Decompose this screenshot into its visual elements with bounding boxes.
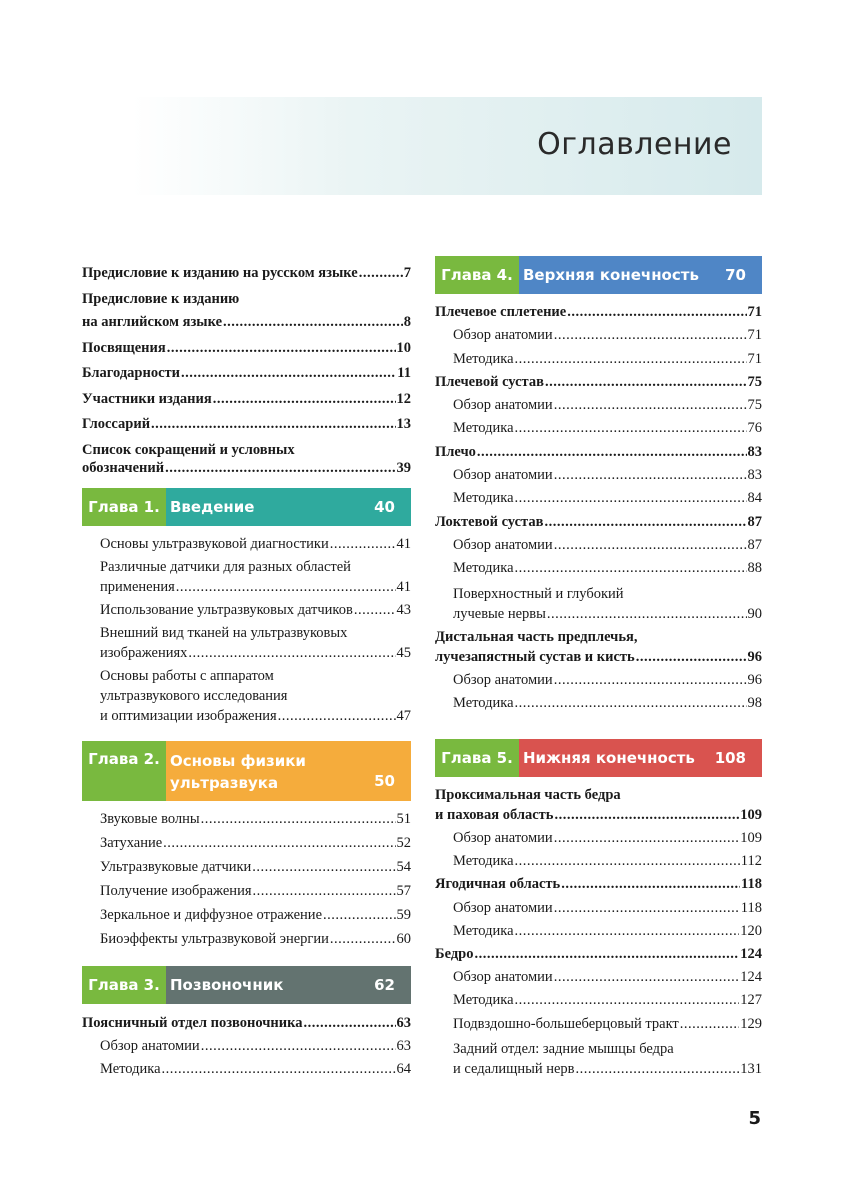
chapter-page: 70 bbox=[725, 266, 746, 284]
toc-entry[interactable]: Локтевой сустав ..... 87 bbox=[435, 511, 762, 534]
chapter-2-items bbox=[82, 807, 411, 951]
toc-entry[interactable]: Использование ультразвуковых датчиков ..... 43 bbox=[100, 600, 411, 620]
chapter-2-header[interactable] bbox=[82, 741, 411, 801]
toc-left-column bbox=[82, 262, 411, 477]
page-title: Оглавление bbox=[537, 127, 732, 162]
chapter-3-header[interactable] bbox=[82, 966, 411, 1004]
chapter-title: Верхняя конечность bbox=[523, 266, 699, 284]
toc-entry[interactable]: Ультразвуковые датчики ..... 54 bbox=[100, 855, 411, 879]
chapter-2 bbox=[82, 741, 411, 951]
toc-entry[interactable]: Дистальная часть предплечья, лучезапястный сустав и кисть ..... 96 bbox=[435, 627, 762, 667]
toc-entry[interactable]: Участники издания ..... 12 bbox=[82, 388, 411, 412]
toc-entry[interactable]: Поверхностный и глубокий лучевые нервы ..... 90 bbox=[435, 584, 762, 624]
chapter-label: Глава 1. bbox=[82, 488, 166, 526]
toc-entry[interactable]: Предисловие к изданию на русском языке ..... 7 bbox=[82, 262, 411, 286]
chapter-page: 40 bbox=[374, 498, 395, 516]
chapter-4 bbox=[435, 256, 762, 715]
chapter-1-header[interactable] bbox=[82, 488, 411, 526]
toc-entry[interactable]: Основы ультразвуковой диагностики ..... 41 bbox=[100, 534, 411, 554]
toc-entry[interactable]: Зеркальное и диффузное отражение ..... 59 bbox=[100, 903, 411, 927]
toc-entry[interactable]: Подвздошно-большеберцовый тракт ..... 129 bbox=[435, 1013, 762, 1036]
toc-entry[interactable]: Методика ..... 127 bbox=[435, 989, 762, 1012]
chapter-1 bbox=[82, 488, 411, 726]
toc-entry[interactable]: Глоссарий ..... 13 bbox=[82, 413, 411, 437]
toc-entry[interactable]: Методика ..... 98 bbox=[435, 692, 762, 715]
toc-entry[interactable]: Биоэффекты ультразвуковой энергии ..... 60 bbox=[100, 927, 411, 951]
toc-entry[interactable]: Обзор анатомии ..... 63 bbox=[82, 1035, 411, 1058]
toc-entry[interactable]: Внешний вид тканей на ультразвуковых изображениях ..... 45 bbox=[100, 623, 411, 663]
toc-entry[interactable]: Обзор анатомии ..... 109 bbox=[435, 827, 762, 850]
page-number: 5 bbox=[748, 1108, 761, 1129]
toc-entry[interactable]: Затухание ..... 52 bbox=[100, 831, 411, 855]
chapter-page: 50 bbox=[374, 772, 395, 790]
toc-entry[interactable]: Методика ..... 84 bbox=[435, 487, 762, 510]
chapter-page: 108 bbox=[714, 749, 746, 767]
chapter-title: Позвоночник bbox=[170, 976, 284, 994]
toc-entry[interactable]: Звуковые волны ..... 51 bbox=[100, 807, 411, 831]
chapter-5-items bbox=[435, 785, 762, 1079]
chapter-label: Глава 3. bbox=[82, 966, 166, 1004]
toc-entry[interactable]: Методика ..... 112 bbox=[435, 850, 762, 873]
chapter-page: 62 bbox=[374, 976, 395, 994]
toc-entry[interactable]: Методика ..... 71 bbox=[435, 348, 762, 371]
toc-entry[interactable]: Плечевое сплетение ..... 71 bbox=[435, 301, 762, 324]
toc-entry[interactable]: Задний отдел: задние мышцы бедра и седалищный нерв ..... 131 bbox=[435, 1039, 762, 1079]
toc-entry[interactable]: Обзор анатомии ..... 87 bbox=[435, 534, 762, 557]
title-band bbox=[132, 97, 762, 195]
toc-entry[interactable]: Благодарности ..... 11 bbox=[82, 362, 411, 386]
chapter-5 bbox=[435, 739, 762, 1079]
toc-entry[interactable]: Список сокращений и условных обозначений ..... 39 bbox=[82, 441, 411, 477]
toc-entry[interactable]: Обзор анатомии ..... 83 bbox=[435, 464, 762, 487]
toc-entry[interactable]: Предисловие к изданию на английском языке ..... 8 bbox=[82, 288, 411, 335]
chapter-label: Глава 2. bbox=[82, 741, 166, 801]
toc-entry[interactable]: Бедро ..... 124 bbox=[435, 943, 762, 966]
chapter-4-header[interactable] bbox=[435, 256, 762, 294]
toc-entry[interactable]: Обзор анатомии ..... 118 bbox=[435, 897, 762, 920]
chapter-1-items bbox=[82, 534, 411, 726]
toc-entry[interactable]: Методика ..... 64 bbox=[82, 1058, 411, 1081]
chapter-title-line-1: Основы физики bbox=[170, 752, 306, 770]
chapter-4-items bbox=[435, 301, 762, 715]
toc-entry[interactable]: Посвящения ..... 10 bbox=[82, 337, 411, 361]
toc-entry[interactable]: Плечо ..... 83 bbox=[435, 441, 762, 464]
chapter-3 bbox=[82, 966, 411, 1081]
toc-entry[interactable]: Методика ..... 76 bbox=[435, 417, 762, 440]
chapter-label: Глава 4. bbox=[435, 256, 519, 294]
toc-entry[interactable]: Проксимальная часть бедра и паховая область ..... 109 bbox=[435, 785, 762, 825]
toc-entry[interactable]: Обзор анатомии ..... 96 bbox=[435, 669, 762, 692]
toc-entry[interactable]: Плечевой сустав ..... 75 bbox=[435, 371, 762, 394]
toc-entry[interactable]: Основы работы с аппаратом ультразвукового исследования и оптимизации изображения ..... 47 bbox=[100, 666, 411, 726]
toc-entry[interactable]: Обзор анатомии ..... 71 bbox=[435, 324, 762, 347]
chapter-3-items bbox=[82, 1012, 411, 1081]
chapter-title-line-2: ультразвука bbox=[170, 774, 279, 792]
toc-entry[interactable]: Методика ..... 88 bbox=[435, 557, 762, 580]
chapter-title: Нижняя конечность bbox=[523, 749, 695, 767]
toc-entry[interactable]: Ягодичная область ..... 118 bbox=[435, 873, 762, 896]
toc-entry[interactable]: Получение изображения ..... 57 bbox=[100, 879, 411, 903]
chapter-title: Введение bbox=[170, 498, 255, 516]
toc-entry[interactable]: Поясничный отдел позвоночника ..... 63 bbox=[82, 1012, 411, 1035]
toc-entry[interactable]: Обзор анатомии ..... 124 bbox=[435, 966, 762, 989]
toc-entry[interactable]: Методика ..... 120 bbox=[435, 920, 762, 943]
toc-entry[interactable]: Различные датчики для разных областей применения ..... 41 bbox=[100, 557, 411, 597]
toc-entry[interactable]: Обзор анатомии ..... 75 bbox=[435, 394, 762, 417]
chapter-label: Глава 5. bbox=[435, 739, 519, 777]
chapter-5-header[interactable] bbox=[435, 739, 762, 777]
